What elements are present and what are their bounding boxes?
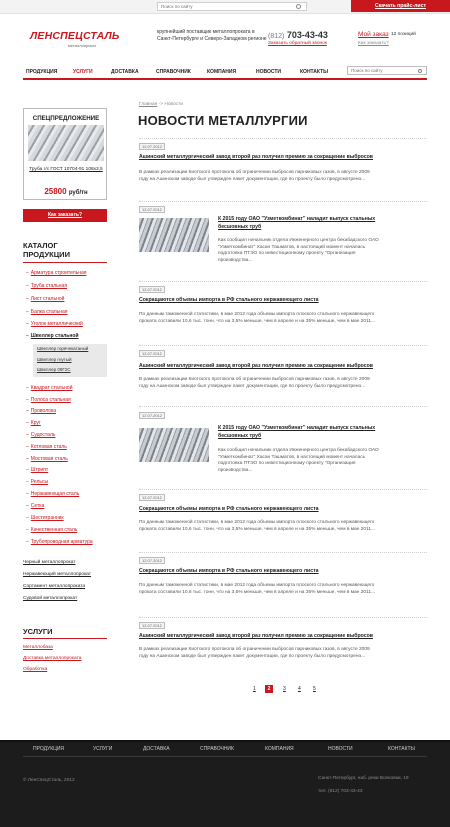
news-title-link[interactable]: Сокращаются объемы импорта в РФ стального нержавеющего листа [139, 506, 319, 512]
services-title: УСЛУГИ [23, 627, 53, 636]
catalog-divider [23, 262, 107, 263]
breadcrumb-current: Новости [164, 102, 183, 107]
catalog-item[interactable]: – Круг [26, 420, 41, 426]
news-excerpt: По данным таможенной статистики, в мае 2012 года объемы импорта плоского стального нержавеющего проката составили 10,6 тыс. тонн, что на 3,5% меньше, чем в апреле и на 35% меньше, чем в мае 2011... [139, 520, 375, 532]
news-excerpt: В рамках реализации Киотского протокола об ограничении выбросов парниковых газов, в августе 2009 году на Ашинском заводе был утвержден пакет документации, где по проекту было предусмотрено... [139, 647, 370, 659]
news-separator [139, 281, 427, 282]
news-separator [139, 138, 427, 139]
catalog-item[interactable]: – Квадрат стальной [26, 385, 73, 391]
news-date: 12.07.2012 [139, 350, 165, 357]
service-item[interactable]: Металлобаза [23, 645, 53, 650]
copyright: © ЛенСпецСталь, 2012 [23, 778, 75, 783]
news-title-link[interactable]: Ашинский металлургический завод второй раз получил премию за сокращение выбросов [139, 633, 373, 639]
page-link[interactable]: 3 [283, 686, 286, 692]
catalog-item[interactable]: – Шестигранник [26, 515, 64, 521]
catalog-item[interactable]: – Котловая сталь [26, 444, 67, 450]
nav-item-products[interactable]: ПРОДУКЦИЯ [26, 69, 58, 75]
special-price: 25800 руб/тн [44, 187, 88, 196]
footer-address: Санкт-Петербург, наб. реки Волковки, 19 [318, 776, 409, 781]
news-date: 12.07.2012 [139, 286, 165, 293]
download-price-button[interactable]: Скачать прайс-лист [351, 0, 450, 12]
news-date: 12.07.2012 [139, 622, 165, 629]
page-link[interactable]: 1 [253, 686, 256, 692]
page-link[interactable]: 5 [313, 686, 316, 692]
news-separator [139, 489, 427, 490]
catalog-item[interactable]: – Полоса стальная [26, 397, 71, 403]
breadcrumb-home[interactable]: Главная [139, 102, 158, 107]
nav-item-contacts[interactable]: КОНТАКТЫ [300, 69, 329, 75]
news-excerpt: В рамках реализации Киотского протокола об ограничении выбросов парниковых газов, в августе 2009 году на Ашинском заводе был утвержден пакет документации, где по проекту было предусмотрено... [139, 377, 370, 389]
submenu-item[interactable]: Швеллер 09Г2С [37, 367, 71, 372]
catalog-item[interactable]: – Сетка [26, 503, 44, 509]
footer-nav-company[interactable]: КОМПАНИЯ [265, 746, 294, 752]
catalog-submenu [33, 344, 107, 377]
footer-nav-reference[interactable]: СПРАВОЧНИК [200, 746, 234, 752]
special-offer-title: СПЕЦПРЕДЛОЖЕНИЕ [32, 115, 100, 122]
news-date: 12.07.2012 [139, 494, 165, 501]
news-separator [139, 201, 427, 202]
service-item[interactable]: Обработка [23, 667, 48, 672]
catalog-item[interactable]: – Рельсы [26, 479, 48, 485]
news-separator [139, 406, 427, 407]
nav-search-input[interactable] [347, 66, 427, 75]
catalog-extra-link[interactable]: Нержавеющий металлопрокат [23, 572, 91, 577]
news-excerpt: По данным таможенной статистики, в мае 2012 года объемы импорта плоского стального нержавеющего проката составили 10,6 тыс. тонн, что на 3,5% меньше, чем в апреле и на 35% меньше, чем в мае 2011... [139, 312, 375, 324]
footer-phone: тел. (812) 703-43-43 [318, 789, 363, 794]
news-separator [139, 617, 427, 618]
footer-divider [23, 756, 427, 757]
footer-nav-services[interactable]: УСЛУГИ [93, 746, 113, 752]
page-title: НОВОСТИ МЕТАЛЛУРГИИ [138, 113, 308, 128]
nav-item-reference[interactable]: СПРАВОЧНИК [156, 69, 191, 75]
how-to-buy-link[interactable]: Как заказать? [358, 41, 389, 46]
footer-nav-delivery[interactable]: ДОСТАВКА [143, 746, 170, 752]
news-title-link[interactable]: К 2015 году ОАО "Узметкомбинат" наладит выпуск стальных бесшовных труб [218, 216, 376, 230]
news-excerpt: Как сообщил начальник отдела Инженерного центра бекабадского ОАО "Узметкомбинат" Хасан Ташматов, в настоящий момент началась подготовка ПТЭО по инвестиционному проекту "Организация производства... [218, 238, 379, 263]
catalog-extra-link[interactable]: Судовой металлопрокат [23, 596, 78, 601]
news-title-link[interactable]: Ашинский металлургический завод второй раз получил премию за сокращение выбросов [139, 154, 373, 160]
catalog-item[interactable]: – Нержавеющая сталь [26, 491, 79, 497]
phone-number: (812) 703-43-43 [268, 30, 328, 40]
news-separator [139, 345, 427, 346]
catalog-item[interactable]: – Арматура строительная [26, 270, 87, 276]
nav-search-icon[interactable] [418, 69, 422, 73]
footer-nav-news[interactable]: НОВОСТИ [328, 746, 353, 752]
site-logo[interactable]: ЛЕНСПЕЦСТАЛЬ [30, 30, 120, 42]
catalog-item[interactable]: – Качественная сталь [26, 527, 77, 533]
news-title-link[interactable]: Сокращаются объемы импорта в РФ стального нержавеющего листа [139, 297, 319, 303]
news-image[interactable] [139, 218, 209, 252]
catalog-item[interactable]: – Уголок металлический [26, 321, 83, 327]
catalog-extra-link[interactable]: Сортамент металлопроката [23, 584, 86, 589]
special-product-link[interactable]: Труба г/с ГОСТ 10704-91 108х3,5 [29, 167, 103, 172]
nav-item-news[interactable]: НОВОСТИ [256, 69, 282, 75]
order-count: 12 позиций [391, 32, 416, 37]
page-current: 2 [265, 685, 273, 693]
news-excerpt: По данным таможенной статистики, в мае 2012 года объемы импорта плоского стального нержавеющего проката составили 10,6 тыс. тонн, что на 3,5% меньше, чем в апреле и на 35% меньше, чем в мае 2011... [139, 583, 375, 595]
footer-nav-contacts[interactable]: КОНТАКТЫ [388, 746, 415, 752]
catalog-item[interactable]: – Мостовая сталь [26, 456, 68, 462]
footer [0, 740, 450, 827]
news-excerpt: В рамках реализации Киотского протокола об ограничении выбросов парниковых газов, в августе 2009 году на Ашинском заводе был утвержден пакет документации, где по проекту было предусмотрено... [139, 170, 370, 182]
news-separator [139, 552, 427, 553]
catalog-item-open[interactable]: – Швеллер стальной [26, 333, 79, 339]
news-image[interactable] [139, 428, 209, 462]
how-to-order-button[interactable]: Как заказать? [23, 209, 107, 222]
catalog-item[interactable]: – Трубопроводная арматура [26, 539, 93, 545]
my-order-link[interactable]: Мой заказ [358, 31, 389, 38]
catalog-item[interactable]: – Проволока [26, 408, 56, 414]
catalog-extra-link[interactable]: Черный металлопрокат [23, 560, 76, 565]
submenu-item[interactable]: Швеллер гнутый [37, 357, 72, 362]
nav-item-services[interactable]: УСЛУГИ [73, 69, 93, 75]
news-title-link[interactable]: Сокращаются объемы импорта в РФ стального нержавеющего листа [139, 568, 319, 574]
page-link[interactable]: 4 [298, 686, 301, 692]
news-date: 12.07.2012 [139, 143, 165, 150]
submenu-item[interactable]: Швеллер горячекатаный [37, 346, 89, 351]
catalog-item[interactable]: – Лист стальной [26, 296, 64, 302]
catalog-item[interactable]: – Труба стальная [26, 283, 67, 289]
service-item[interactable]: Доставка металлопроката [23, 656, 82, 661]
callback-link[interactable]: Заказать обратный звонок [268, 41, 327, 46]
tagline: крупнейший поставщик металлопроката в Санкт-Петербурге и Северо-Западном регионе [157, 29, 267, 42]
logo-subtitle: металлопрокат [68, 43, 97, 48]
breadcrumb: Главная -> Новости [139, 102, 183, 107]
catalog-item[interactable]: – Балка стальная [26, 309, 68, 315]
top-search-input[interactable] [157, 2, 307, 11]
special-offer-box [23, 108, 107, 200]
pipes-image[interactable] [28, 125, 104, 161]
catalog-item[interactable]: – Штрипт [26, 467, 48, 473]
nav-item-delivery[interactable]: ДОСТАВКА [111, 69, 139, 75]
news-title-link[interactable]: К 2015 году ОАО "Узметкомбинат" наладит выпуск стальных бесшовных труб [218, 425, 376, 439]
footer-top-edge [0, 740, 450, 742]
nav-item-company[interactable]: КОМПАНИЯ [207, 69, 237, 75]
catalog-title: КАТАЛОГ ПРОДУКЦИИ [23, 241, 70, 259]
news-excerpt: Как сообщил начальник отдела Инженерного центра бекабадского ОАО "Узметкомбинат" Хасан Ташматов, в настоящий момент началась подготовка ПТЭО по инвестиционному проекту "Организация производства... [218, 448, 379, 473]
news-date: 12.07.2012 [139, 206, 165, 213]
main-nav [23, 64, 427, 80]
services-divider [23, 638, 107, 639]
search-icon[interactable] [296, 4, 301, 9]
news-date: 12.07.2012 [139, 412, 165, 419]
catalog-item[interactable]: – Судосталь [26, 432, 55, 438]
news-title-link[interactable]: Ашинский металлургический завод второй раз получил премию за сокращение выбросов [139, 363, 373, 369]
footer-nav-products[interactable]: ПРОДУКЦИЯ [33, 746, 65, 752]
news-date: 12.07.2012 [139, 557, 165, 564]
top-bar [0, 0, 450, 14]
